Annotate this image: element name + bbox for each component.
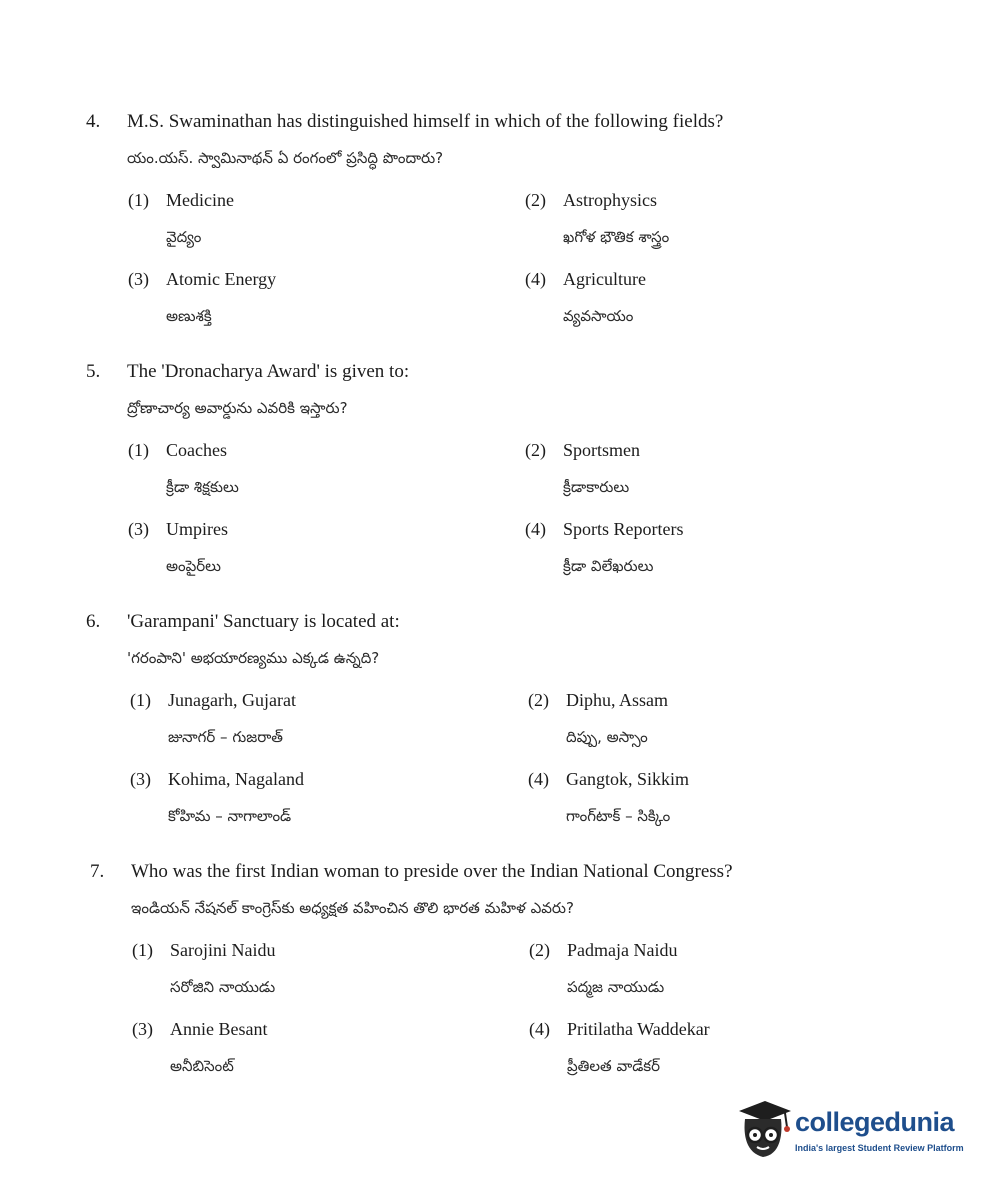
question-number: 4. (86, 111, 101, 132)
option-text-telugu: కోహిమ – నాగాలాండ్ (168, 807, 292, 825)
option-text-telugu: క్రీడాకారులు (563, 478, 630, 496)
collegedunia-logo[interactable] (733, 1097, 963, 1169)
option-text: Junagarh, Gujarat (168, 690, 296, 710)
option-text: Sportsmen (563, 440, 641, 460)
option-text-telugu: వ్యవసాయం (563, 307, 634, 325)
option-text-telugu: వైద్యం (166, 228, 202, 246)
option-text-telugu: క్రీడా శిక్షకులు (166, 478, 239, 496)
question-text: 'Garampani' Sanctuary is located at: (127, 611, 400, 632)
option-number: (1) (130, 690, 151, 710)
option-text-telugu: సరోజిని నాయుడు (170, 978, 276, 996)
option-number: (1) (128, 440, 149, 460)
brand-name: collegedunia (795, 1107, 955, 1137)
option-text-telugu: క్రీడా విలేఖరులు (563, 557, 654, 575)
option-text: Astrophysics (563, 190, 657, 210)
option-number: (3) (128, 519, 149, 539)
brand-tagline: India's largest Student Review Platform (795, 1143, 964, 1153)
option-text-telugu: గాంగ్‌టాక్ – సిక్కిం (566, 807, 671, 825)
option-number: (3) (130, 769, 151, 789)
option-text: Padmaja Naidu (567, 940, 678, 960)
question-text: The 'Dronacharya Award' is given to: (127, 361, 410, 382)
option-text: Diphu, Assam (566, 690, 669, 710)
option-text-telugu: పద్మజ నాయుడు (567, 978, 665, 996)
option-text-telugu: అంపైర్‌లు (166, 557, 221, 575)
option-text: Atomic Energy (166, 269, 277, 289)
option-text-telugu: అణుశక్తి (166, 307, 212, 325)
option-text-telugu: అనీబిసెంట్ (170, 1057, 234, 1075)
option-text: Sarojini Naidu (170, 940, 276, 960)
option-number: (3) (128, 269, 149, 289)
question-text-telugu: యం.యస్. స్వామినాథన్ ఏ రంగంలో ప్రసిద్ధి పొందారు? (127, 149, 444, 167)
option-number: (4) (525, 269, 546, 289)
option-text: Kohima, Nagaland (168, 769, 304, 789)
option-number: (3) (132, 1019, 153, 1039)
option-text-telugu: జునాగర్ – గుజరాత్ (168, 728, 283, 746)
question-text: M.S. Swaminathan has distinguished himself in which of the following fields? (127, 111, 724, 132)
question-text: Who was the first Indian woman to preside over the Indian National Congress? (131, 861, 733, 882)
option-number: (4) (529, 1019, 550, 1039)
question-text-telugu: ఇండియన్ నేషనల్ కాంగ్రెస్‌కు అధ్యక్షత వహించిన తొలి భారత మహిళ ఎవరు? (131, 899, 574, 917)
option-number: (4) (528, 769, 549, 789)
option-text-telugu: ప్రీతిలత వాడేకర్ (567, 1057, 661, 1075)
question-text-telugu: 'గరంపాని' అభయారణ్యము ఎక్కడ ఉన్నది? (127, 649, 380, 667)
option-number: (2) (525, 440, 546, 460)
option-text: Medicine (166, 190, 234, 210)
option-text: Coaches (166, 440, 227, 460)
option-number: (2) (525, 190, 546, 210)
option-text: Pritilatha Waddekar (567, 1019, 710, 1039)
option-text: Gangtok, Sikkim (566, 769, 690, 789)
question-number: 7. (90, 861, 105, 882)
option-text: Annie Besant (170, 1019, 268, 1039)
option-number: (2) (529, 940, 550, 960)
option-number: (2) (528, 690, 549, 710)
question-number: 5. (86, 361, 101, 382)
question-number: 6. (86, 611, 101, 632)
option-text: Agriculture (563, 269, 646, 289)
option-text: Umpires (166, 519, 228, 539)
option-number: (1) (128, 190, 149, 210)
option-text-telugu: దిప్పు, అస్సాం (566, 728, 648, 746)
mascot-icon (733, 1097, 793, 1167)
option-number: (1) (132, 940, 153, 960)
question-text-telugu: ద్రోణాచార్య అవార్డును ఎవరికి ఇస్తారు? (127, 399, 348, 417)
option-text-telugu: ఖగోళ భౌతిక శాస్త్రం (563, 228, 670, 246)
option-number: (4) (525, 519, 546, 539)
option-text: Sports Reporters (563, 519, 684, 539)
